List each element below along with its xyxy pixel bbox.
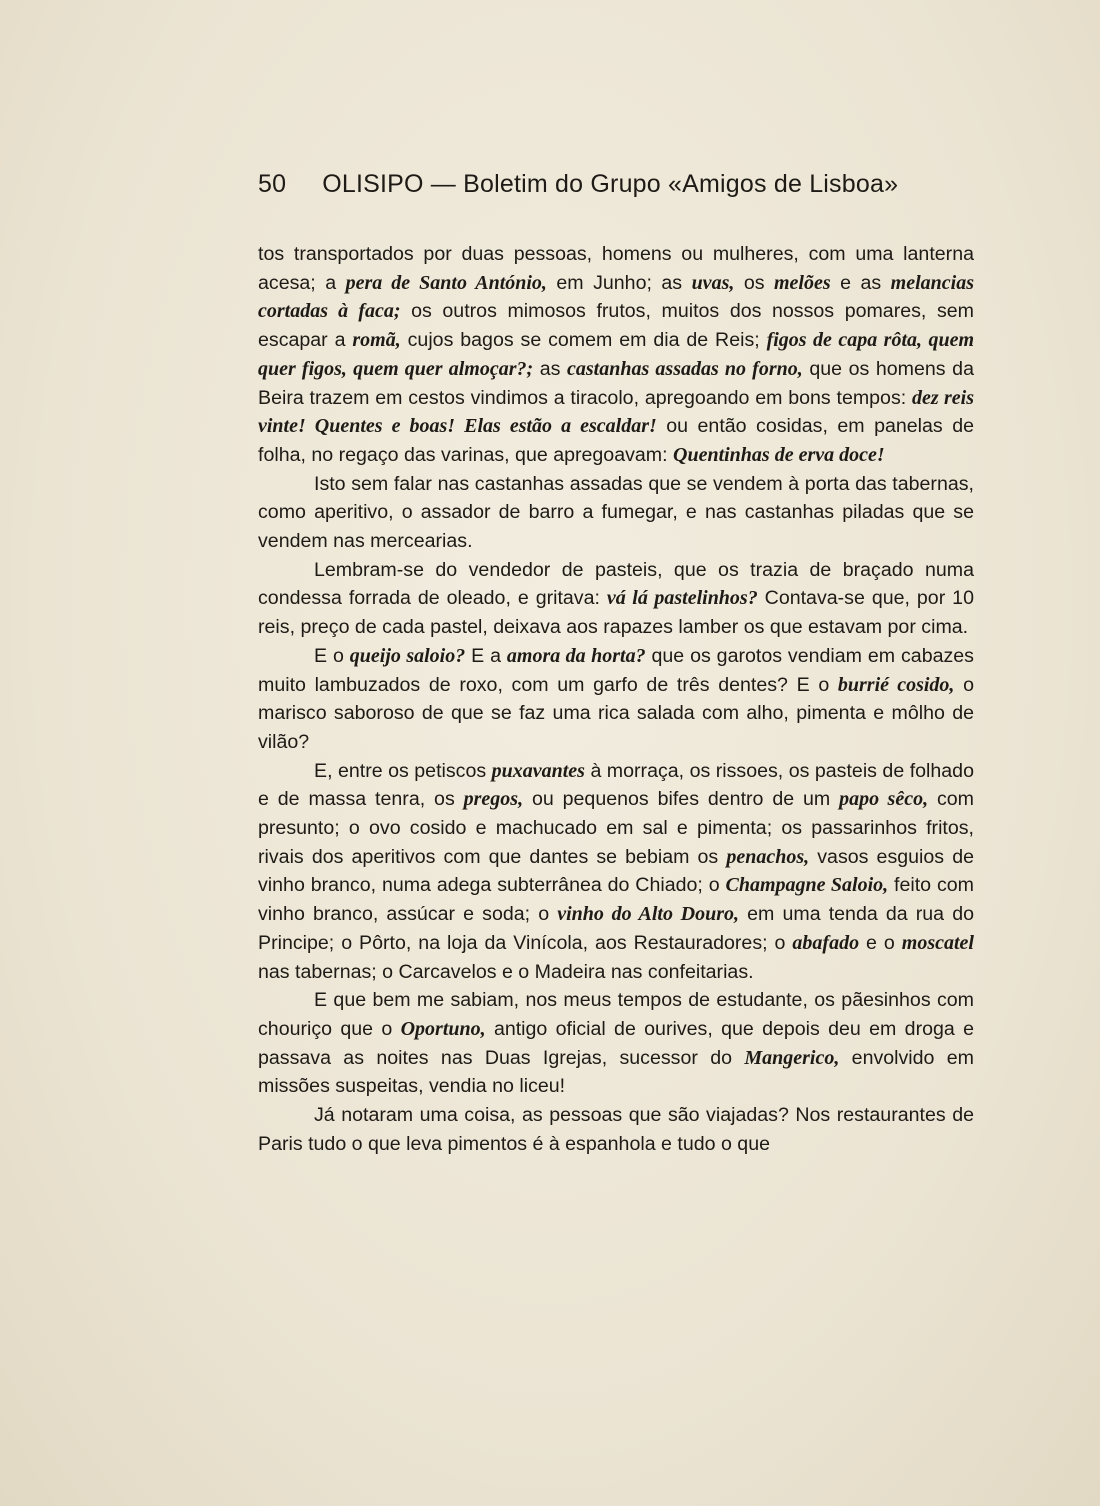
- text-run: com presunto; o ovo cosido e machucado em sal e pimenta; os passarinhos fritos, rivais dos aperitivos com que dantes se bebiam os: [258, 788, 974, 868]
- italic-phrase: amora da horta?: [506, 644, 646, 667]
- italic-phrase: Quentinhas de erva doce!: [673, 443, 885, 466]
- italic-phrase: melões: [774, 271, 831, 294]
- italic-phrase: castanhas assadas no forno,: [567, 357, 803, 380]
- text-run: que os garotos vendiam em cabazes muito lambuzados de roxo, com um garfo de três dentes? E o: [258, 644, 974, 696]
- italic-phrase: vinho do Alto Douro,: [557, 903, 740, 926]
- text-run: vasos esguios de vinho branco, numa adega subterrânea do Chiado; o: [258, 845, 974, 897]
- italic-phrase: dez reis vinte! Quentes e boas! Elas estão a escaldar!: [258, 386, 974, 438]
- text-run: nas tabernas; o Carcavelos e o Madeira nas confeitarias.: [258, 960, 754, 983]
- text-run: em uma tenda da rua do Principe; o Pôrto, na loja da Vinícola, aos Restauradores; o: [258, 903, 974, 954]
- paragraph: [258, 986, 974, 1101]
- text-run: ou pequenos bifes dentro de um: [523, 788, 840, 811]
- paragraph: [258, 757, 974, 987]
- paragraph: [258, 470, 974, 556]
- italic-phrase: Oportuno,: [400, 1017, 486, 1040]
- italic-phrase: queijo saloio?: [349, 644, 466, 667]
- text-run: o marisco saboroso de que se faz uma rica salada com alho, pimenta e môlho de vilão?: [258, 673, 974, 753]
- text-run: Lembram-se do vendedor de pasteis, que os trazia de braçado numa condessa forrada de oleado, e gritava:: [258, 558, 974, 610]
- text-run: E o: [314, 644, 350, 667]
- italic-phrase: pera de Santo António,: [345, 271, 547, 294]
- italic-phrase: papo sêco,: [839, 788, 929, 811]
- running-header: [258, 170, 958, 199]
- italic-phrase: melancias cortadas à faca;: [258, 271, 974, 323]
- italic-phrase: moscatel: [901, 931, 974, 954]
- body-text: [258, 240, 974, 1159]
- text-run: Já notaram uma coisa, as pessoas que são viajadas? Nos restaurantes de Paris tudo o que leva pimentos é à espanhola e tudo o que: [258, 1104, 974, 1155]
- text-run: ou então cosidas, em panelas de folha, no regaço das varinas, que apregoavam:: [258, 415, 974, 466]
- text-run: cujos bagos se comem em dia de Reis;: [400, 329, 767, 352]
- text-run: Isto sem falar nas castanhas assadas que se vendem à porta das tabernas, como aperitivo, o assador de barro a fumegar, e nas castanhas piladas que se vendem nas mercearias.: [258, 472, 974, 553]
- italic-phrase: pregos,: [463, 788, 524, 811]
- italic-phrase: puxavantes: [491, 759, 585, 782]
- text-run: à morraça, os rissoes, os pasteis de folhado e de massa tenra, os: [258, 759, 974, 811]
- text-run: as: [533, 357, 568, 380]
- italic-phrase: burrié cosido,: [837, 673, 955, 696]
- italic-phrase: uvas,: [691, 271, 735, 294]
- text-run: e as: [830, 271, 891, 294]
- text-run: antigo oficial de ourives, que depois deu em droga e passava as noites nas Duas Igrejas, sucessor do: [258, 1017, 974, 1069]
- text-run: que os homens da Beira trazem em cestos vindimos a tiracolo, apregoando em bons tempos:: [258, 357, 974, 409]
- paragraph: [258, 556, 974, 642]
- text-run: E a: [465, 644, 507, 667]
- text-run: em Junho; as: [546, 271, 692, 294]
- italic-phrase: abafado: [792, 931, 860, 954]
- paragraph: [258, 240, 974, 470]
- text-run: os: [734, 271, 774, 294]
- text-run: E, entre os petiscos: [314, 759, 492, 782]
- italic-phrase: romã,: [352, 329, 401, 352]
- text-run: envolvido em missões suspeitas, vendia no liceu!: [258, 1046, 974, 1098]
- paragraph: [258, 1101, 974, 1158]
- italic-phrase: Champagne Saloio,: [725, 874, 889, 897]
- text-run: E que bem me sabiam, nos meus tempos de estudante, os pãesinhos com chouriço que o: [258, 989, 974, 1040]
- running-title: OLISIPO — Boletim do Grupo «Amigos de Lisboa»: [322, 170, 899, 198]
- text-run: Contava-se que, por 10 reis, preço de cada pastel, deixava aos rapazes lamber os que estavam por cima.: [258, 587, 974, 639]
- page-number: 50: [258, 170, 287, 198]
- italic-phrase: vá lá pastelinhos?: [606, 587, 758, 610]
- paragraph: [258, 642, 974, 757]
- italic-phrase: figos de capa rôta, quem quer figos, quem quer almoçar?;: [258, 329, 974, 380]
- text-run: tos transportados por duas pessoas, homens ou mulheres, com uma lanterna acesa; a: [258, 243, 974, 294]
- text-run: os outros mimosos frutos, muitos dos nossos pomares, sem escapar a: [258, 300, 974, 352]
- italic-phrase: penachos,: [726, 845, 810, 868]
- text-run: e o: [859, 931, 902, 954]
- text-run: feito com vinho branco, assúcar e soda; o: [258, 874, 974, 926]
- italic-phrase: Mangerico,: [744, 1046, 840, 1069]
